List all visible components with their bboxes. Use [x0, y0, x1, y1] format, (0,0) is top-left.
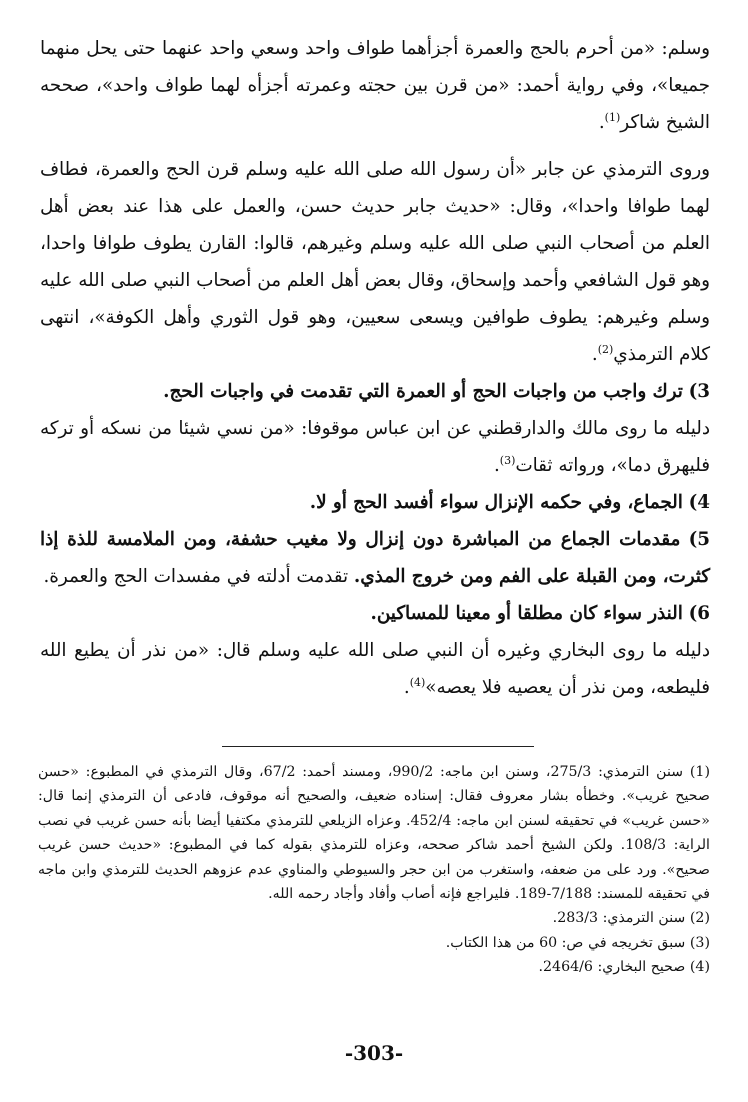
- list-item-3-heading: ترك واجب من واجبات الحج أو العمرة التي تقدمت في واجبات الحج.: [163, 381, 683, 402]
- list-item-4-number: 4): [688, 492, 710, 513]
- list-item-4: [40, 484, 710, 521]
- paragraph-2-text: وروى الترمذي عن جابر «أن رسول الله صلى الله عليه وسلم قرن الحج والعمرة، فطاف لهما طوافا واحدا»، وقال: «حديث جابر حديث حسن، والعمل على هذا عند بعض أهل العلم من أصحاب النبي صلى الله عليه وسلم وغيرهم، قالوا: القارن يطوف طوافا واحدا، وهو قول الشافعي وأحمد وإسحاق، وقال بعض أهل العلم من أصحاب النبي صلى الله عليه وسلم وغيرهم: يطوف طوافين ويسعى سعيين، وهو قول الثوري وأهل الكوفة»، انتهى كلام الترمذي: [40, 159, 710, 365]
- footnote-ref-2[interactable]: (2): [597, 342, 614, 356]
- list-item-5-heading: مقدمات الجماع من المباشرة دون إنزال ولا مغيب حشفة، ومن الملامسة للذة إذا كثرت، ومن القبلة على الفم ومن خروج المذي.: [40, 529, 710, 587]
- list-item-4-heading: الجماع، وفي حكمه الإنزال سواء أفسد الحج أو لا.: [309, 492, 683, 513]
- footnote-2: (2) سنن الترمذي: 283/3.: [552, 910, 710, 927]
- page-number: -303-: [344, 1041, 404, 1065]
- footnote-3: (3) سبق تخريجه في ص: 60 من هذا الكتاب.: [445, 934, 710, 951]
- paragraph-1: وسلم: «من أحرم بالحج والعمرة أجزأهما طواف واحد وسعي واحد عنهما حتى يحل منهما جميعا»، وفي رواية أحمد: «من قرن بين حجته وعمرته أجزأه لهما طواف واحد»، صححه الشيخ شاكر$^{(1)}$.: [40, 38, 710, 133]
- footnote-ref-3[interactable]: (3): [499, 453, 516, 467]
- footnote-4: (4) صحيح البخاري: 2464/6.: [538, 959, 710, 976]
- footnotes: [38, 760, 710, 980]
- paragraph-3-text: دليله ما روى مالك والدارقطني عن ابن عباس موقوفا: «من نسي شيئا من نسكه أو تركه فليهرق دما»، ورواته ثقات: [40, 418, 710, 476]
- list-item-5-text: تقدمت أدلته في مفسدات الحج والعمرة.: [43, 566, 349, 587]
- footnote-ref-4[interactable]: (4): [409, 675, 426, 689]
- list-item-3: [40, 373, 710, 410]
- paragraph-6: دليله ما روى البخاري وغيره أن النبي صلى الله عليه وسلم قال: «من نذر أن يطيع الله فليطعه، ومن نذر أن يعصيه فلا يعصه»$^{(4)}$.: [40, 640, 710, 698]
- paragraph-3: دليله ما روى مالك والدارقطني عن ابن عباس موقوفا: «من نسي شيئا من نسكه أو تركه فليهرق دما»، ورواته ثقات$^{(3)}$.: [40, 418, 710, 476]
- footnote-ref-1[interactable]: (1): [604, 110, 621, 124]
- footnote-divider: [222, 746, 534, 747]
- paragraph-6-text: دليله ما روى البخاري وغيره أن النبي صلى الله عليه وسلم قال: «من نذر أن يطيع الله فليطعه، ومن نذر أن يعصيه فلا يعصه»: [40, 640, 710, 698]
- paragraph-2: وروى الترمذي عن جابر «أن رسول الله صلى الله عليه وسلم قرن الحج والعمرة، فطاف لهما طوافا واحدا»، وقال: «حديث جابر حديث حسن، والعمل على هذا عند بعض أهل العلم من أصحاب النبي صلى الله عليه وسلم وغيرهم، قالوا: القارن يطوف طوافا واحدا، وهو قول الشافعي وأحمد وإسحاق، وقال بعض أهل العلم من أصحاب النبي صلى الله عليه وسلم وغيرهم: يطوف طوافين ويسعى سعيين، وهو قول الثوري وأهل الكوفة»، انتهى كلام الترمذي$^{(2)}$.: [40, 159, 710, 365]
- paragraph-1-text: وسلم: «من أحرم بالحج والعمرة أجزأهما طواف واحد وسعي واحد عنهما حتى يحل منهما جميعا»، وفي رواية أحمد: «من قرن بين حجته وعمرته أجزأه لهما طواف واحد»، صححه الشيخ شاكر: [40, 38, 710, 133]
- list-item-6-number: 6): [688, 603, 710, 624]
- list-item-5: [40, 521, 710, 595]
- list-item-3-number: 3): [688, 381, 710, 402]
- list-item-5-number: 5): [688, 529, 711, 550]
- footnote-1: (1) سنن الترمذي: 275/3، وسنن ابن ماجه: 990/2، ومسند أحمد: 67/2، وقال الترمذي في المطبوع: «حسن صحيح غريب». وخطأه بشار معروف فقال: إسناده ضعيف، والصحيح أنه موقوف، فادعى أن الترمذي إنما قال: «حسن غريب» في تحقيقه لسنن ابن ماجه: 452/4. وعزاه الزيلعي للترمذي مكتفيا أيضا بأنه حسن غريب في نصب الراية: 108/3. ولكن الشيخ أحمد شاكر صححه، وعزاه للترمذي بقوله كما في المطبوع: «حديث حسن غريب صحيح». ورد على من ضعفه، واستغرب من ابن حجر والسيوطي والمناوي عدم عزوهم الحديث للترمذي وابن ماجه في تحقيقه للمسند: 7/188-189. فليراجع فإنه أصاب وأفاد وأجاد رحمه الله.: [38, 764, 710, 903]
- list-item-6-heading: النذر سواء كان مطلقا أو معينا للمساكين.: [370, 603, 683, 624]
- list-item-6: [40, 595, 710, 632]
